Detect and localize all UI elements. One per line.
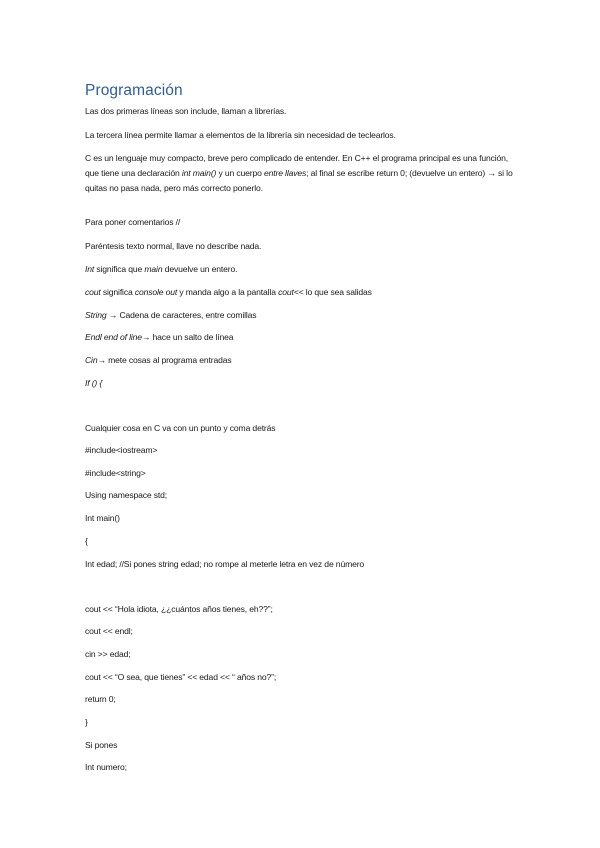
paragraph-int <box>85 262 237 277</box>
italic-term: cout<< <box>278 287 304 297</box>
paragraph-cin <box>85 353 232 368</box>
italic-term: main <box>144 264 163 274</box>
paragraph-comments: Para poner comentarios // <box>85 217 181 227</box>
page-title: Programación <box>85 82 183 99</box>
code-line: Si pones <box>85 740 118 750</box>
paragraph-text: y manda algo a la pantalla <box>177 287 279 297</box>
paragraph-text: significa que <box>94 264 145 274</box>
italic-term: int main() <box>181 168 217 178</box>
code-line: return 0; <box>85 694 116 704</box>
code-line: { <box>85 536 88 546</box>
paragraph-includes: Las dos primeras líneas son include, llaman a librerías. <box>85 106 287 116</box>
code-line: } <box>85 717 88 727</box>
code-line: cout << endl; <box>85 626 133 636</box>
paragraph-semicolon: Cualquier cosa en C va con un punto y coma detrás <box>85 423 276 433</box>
italic-term: cout <box>85 287 101 297</box>
paragraph-if: If () { <box>85 378 103 388</box>
paragraph-cout <box>85 285 372 300</box>
code-line: Int main() <box>85 513 120 523</box>
paragraph-parentheses: Paréntesis texto normal, llave no describe nada. <box>85 241 262 251</box>
code-line: #include<iostream> <box>85 445 158 455</box>
italic-term: entre llaves <box>263 168 307 178</box>
paragraph-text: significa <box>100 287 135 297</box>
italic-term: Cin <box>85 355 98 365</box>
paragraph-text: y un cuerpo <box>216 168 264 178</box>
paragraph-third-line: La tercera línea permite llamar a elementos de la librería sin necesidad de teclearlos. <box>85 130 396 140</box>
code-line: Using namespace std; <box>85 490 168 500</box>
code-line: Int numero; <box>85 762 127 772</box>
code-line: cin >> edad; <box>85 649 131 659</box>
italic-term: Endl end of line <box>85 332 142 342</box>
code-line: cout << “Hola idiota, ¿¿cuántos años tienes, eh??”; <box>85 604 273 614</box>
paragraph-text: → mete cosas al programa entradas <box>97 355 232 365</box>
code-line: Int edad; //Si pones string edad; no rompe al meterle letra en vez de número <box>85 559 365 569</box>
paragraph-text: devuelve un entero. <box>162 264 238 274</box>
italic-term: Int <box>85 264 95 274</box>
paragraph-text: → Cadena de caracteres, entre comillas <box>106 310 257 320</box>
code-line: cout << “O sea, que tienes” << edad << “ años no?”; <box>85 672 277 682</box>
paragraph-c-language <box>85 151 515 196</box>
italic-term: console out <box>134 287 178 297</box>
paragraph-string <box>85 308 256 323</box>
code-line: #include<string> <box>85 468 146 478</box>
paragraph-text: lo que sea salidas <box>303 287 372 297</box>
italic-term: String <box>85 310 107 320</box>
paragraph-text: C es un lenguaje muy compacto, breve pero complicado de entender. En C++ el programa principal es una función, que tiene una declaración <box>85 153 508 178</box>
paragraph-text: → hace un salto de línea <box>141 332 234 342</box>
paragraph-text: ; al final se escribe return 0; (devuelve un entero) → si lo quitas no pasa nada, pero más correcto ponerlo. <box>85 168 513 193</box>
paragraph-endl <box>85 330 233 345</box>
